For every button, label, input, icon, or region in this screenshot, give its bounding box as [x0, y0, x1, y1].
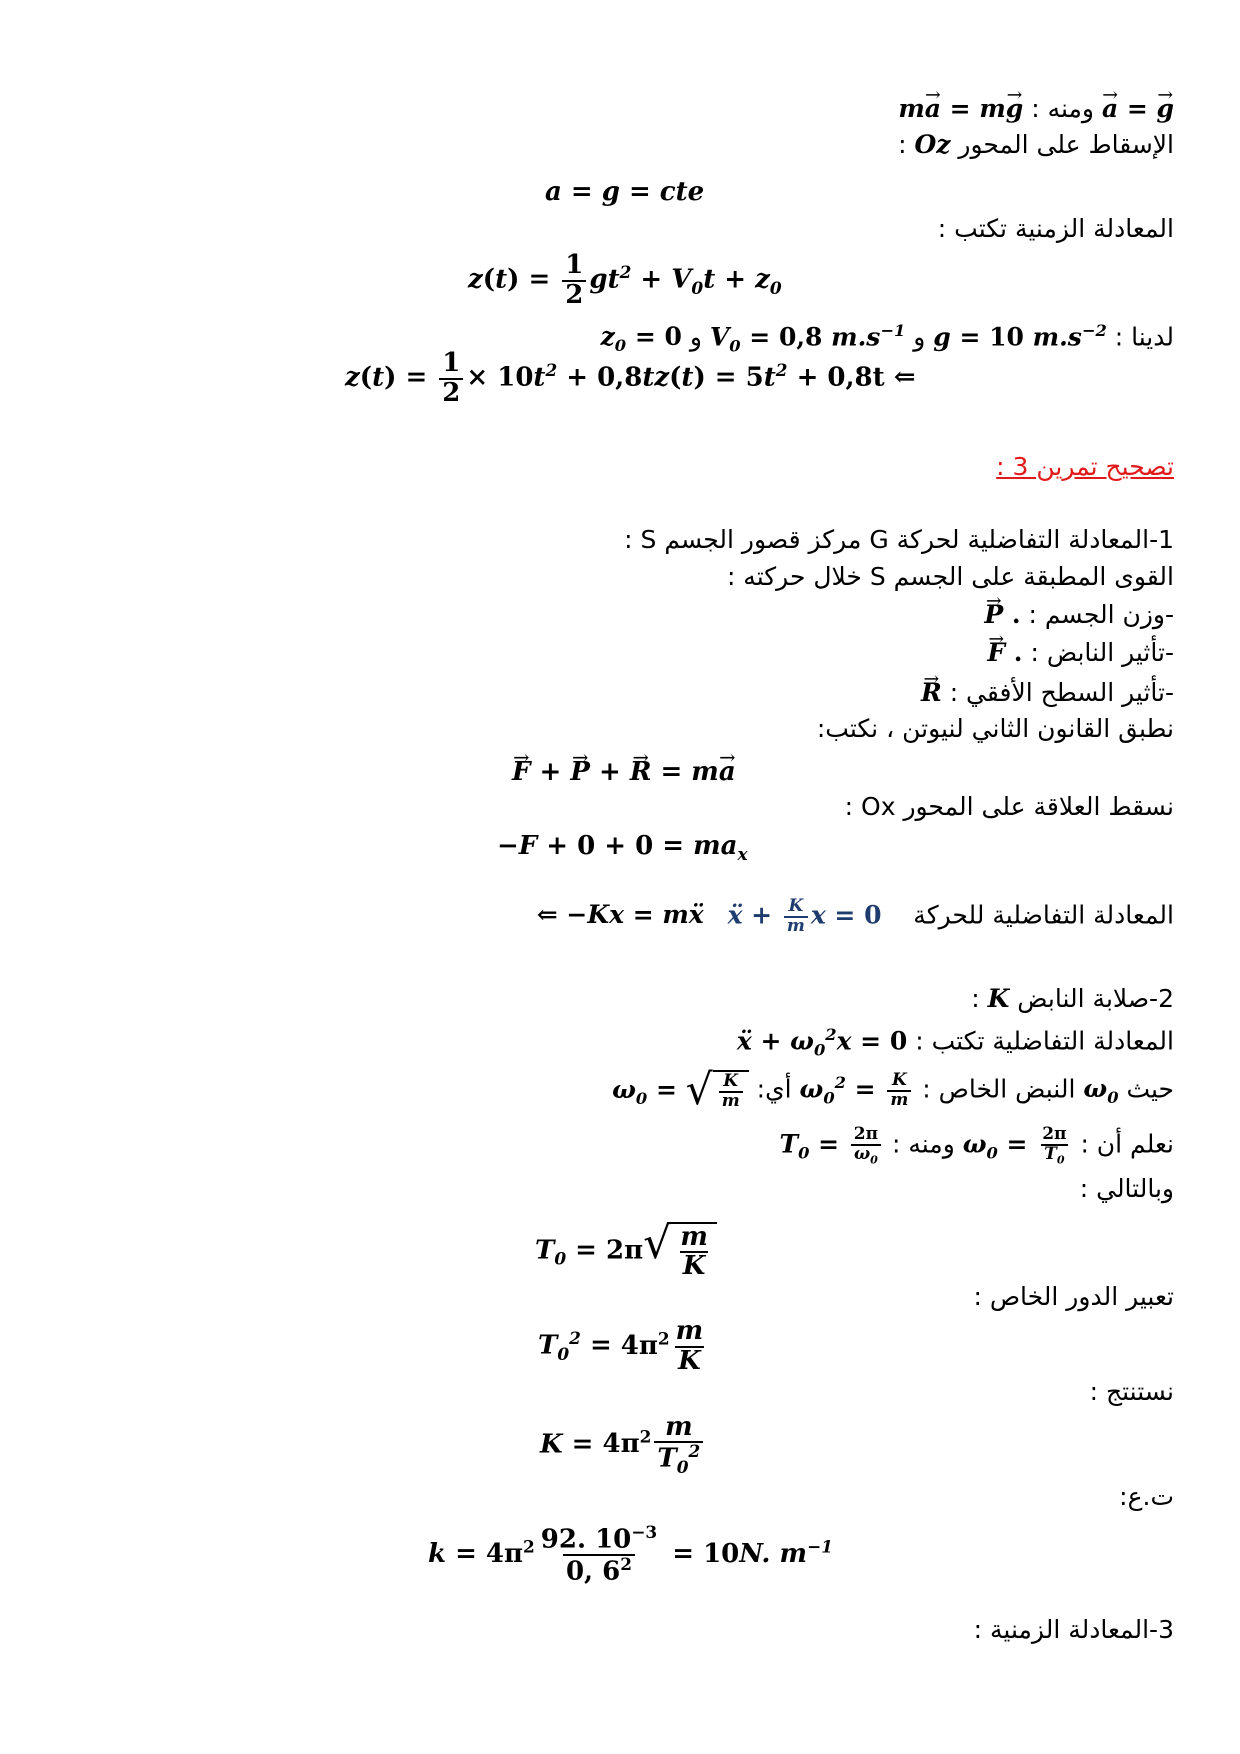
- exercise-3-title: تصحيح تمرين 3 :: [996, 452, 1174, 481]
- section-2-heading: 2-صلابة النابض K :: [971, 982, 1174, 1016]
- and-2: و: [689, 322, 702, 352]
- projection-label: الإسقاط على المحور: [958, 130, 1174, 159]
- where-label: حيث: [1126, 1074, 1174, 1104]
- ie-label: أي:: [756, 1074, 792, 1104]
- g-value: g = 10 $m.s^{-2}$: [933, 321, 1107, 352]
- line-1-text: ومنه :: [1031, 94, 1094, 123]
- and-1: و: [913, 322, 926, 352]
- vector-f: → F .: [987, 636, 1022, 670]
- vector-p: → P .: [984, 598, 1020, 632]
- deduce-label: نستنتج :: [1089, 1377, 1174, 1406]
- eq-kx-mx: ⇐ −Kx = mẍ: [536, 900, 704, 930]
- eq-z-of-t-general: z(t) = $\frac{1}{2}$ $gt^2 + V_0t + z_0$: [468, 250, 782, 310]
- axis-oz: Oz: [914, 130, 951, 159]
- colon: :: [898, 130, 907, 159]
- section-1-heading: 1-المعادلة التفاضلية لحركة G مركز قصور الجسم S :: [624, 525, 1174, 554]
- given-label: لدينا :: [1114, 322, 1174, 352]
- force-spring: [987, 636, 1174, 670]
- omega0-symbol: $\omega_0$: [1083, 1074, 1119, 1108]
- period-expression-label: تعبير الدور الخاص :: [973, 1282, 1174, 1311]
- symbol-k: K: [987, 984, 1010, 1013]
- eq-t-2pi-omega: $T_0$ = $\frac{2\pi}{\omega_0}$: [779, 1126, 884, 1170]
- projection-ox-label: نسقط العلاقة على المحور Ox :: [844, 792, 1174, 821]
- eq-ma-equals-mg: m→ a = m→ g: [898, 92, 1023, 126]
- eq-t0-squared: $T_0^2 = 4\pi^2$ $\frac{m}{K}$: [538, 1316, 704, 1376]
- eq-omega-sqrt: $\omega_0$ = √ $\frac{K}{m}$: [612, 1070, 749, 1116]
- force-surface: [921, 676, 1174, 710]
- eq-a-equals-g: → a = → g: [1102, 92, 1174, 126]
- period-relation-line: [779, 1126, 1174, 1170]
- newton-law-label: نطبق القانون الثاني لنيوتن ، نكتب:: [816, 714, 1174, 743]
- eq-k-formula: $K = 4\pi^2$ $\frac{m}{T_0^2}$: [540, 1414, 706, 1477]
- section-2-label: 2-صلابة النابض: [1017, 984, 1174, 1013]
- force-weight: [984, 598, 1174, 632]
- line-2: [898, 128, 1174, 162]
- eq-a-g-cte: a = g = cte: [545, 177, 705, 207]
- line-4: المعادلة الزمنية تكتب :: [937, 214, 1174, 243]
- we-know-label: نعلم أن :: [1080, 1129, 1174, 1159]
- omega-def-line: [612, 1066, 1174, 1115]
- forces-heading: القوى المطبقة على الجسم S خلال حركته :: [726, 562, 1174, 591]
- eq-k-numeric: $k = 4\pi^2$ $\frac{92. 10^{-3}}{0, 6^2}$ = 10N. $m^{-1}$: [428, 1522, 833, 1587]
- diff-eq-line: [537, 898, 1174, 936]
- eq-omega-squared: $\omega_0^2$ = $\frac{K}{m}$: [800, 1066, 915, 1115]
- eq-diff-blue: ẍ + $\frac{K}{m}$ x = 0: [727, 896, 882, 936]
- line-1: [898, 92, 1174, 126]
- section-3-heading: 3-المعادلة الزمنية :: [973, 1615, 1174, 1644]
- eq-projection-ox: $-F + 0 + 0 = ma_x$: [497, 831, 748, 865]
- diff-eq-form-label: المعادلة التفاضلية تكتب :: [915, 1026, 1174, 1056]
- diff-eq-label: المعادلة التفاضلية للحركة: [913, 900, 1174, 930]
- hence-label: ومنه :: [891, 1129, 955, 1159]
- diff-eq-form: [737, 1018, 1174, 1067]
- eq-diff-omega: ẍ + $\omega_0^2x = 0$: [736, 1025, 908, 1060]
- eq-t0-sqrt: $T_0 = 2\pi$ √ $\frac{m}{K}$: [535, 1222, 717, 1281]
- vector-r: → R: [921, 676, 942, 710]
- eq-newton-sum: → F + → P + → R = m→ a: [512, 752, 736, 792]
- eq-z-of-t-numeric: z(t) = $\frac{1}{2}$ × $10t^2 + 0,8tz(t) = 5t^2 + 0,8t$ ⇐: [345, 348, 916, 408]
- force-spring-label: -تأثير النابض :: [1030, 638, 1174, 667]
- force-weight-label: -وزن الجسم :: [1028, 600, 1174, 629]
- pulsation-label: النبض الخاص :: [922, 1074, 1076, 1104]
- z0-value: $z_0 = 0$: [600, 322, 682, 356]
- therefore-label: وبالتالي :: [1079, 1174, 1174, 1203]
- force-surface-label: -تأثير السطح الأفقي :: [949, 678, 1174, 707]
- eq-omega-2pi-t: $\omega_0$ = $\frac{2\pi}{T_0}$: [962, 1124, 1067, 1167]
- v0-value: $V_0 = 0,8$ $m.s^{-1}$: [709, 321, 906, 356]
- numeric-app-label: ت.ع:: [1119, 1482, 1174, 1511]
